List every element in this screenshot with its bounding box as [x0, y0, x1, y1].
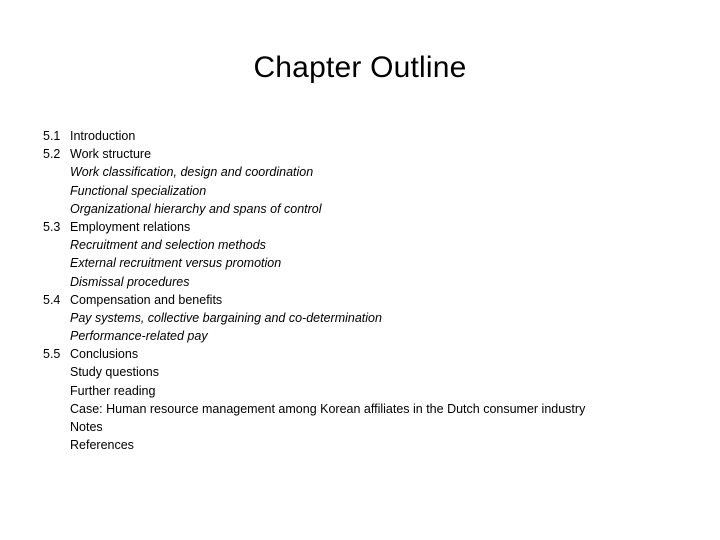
section-title: Work structure	[70, 147, 152, 162]
outline-item	[43, 145, 703, 163]
section-title: Further reading	[70, 383, 156, 398]
outline-subitem	[43, 309, 703, 327]
section-number: 5.5	[43, 347, 61, 362]
section-number: 5.4	[43, 292, 61, 307]
outline-item	[43, 382, 703, 400]
section-title: Study questions	[70, 365, 159, 380]
section-number: 5.2	[43, 147, 61, 162]
section-title: Compensation and benefits	[70, 292, 223, 307]
outline-subitem	[43, 273, 703, 291]
outline-subitem	[43, 327, 703, 345]
subsection-title: Recruitment and selection methods	[70, 238, 266, 253]
outline-item	[43, 127, 703, 145]
section-title: Conclusions	[70, 347, 139, 362]
subsection-title: Work classification, design and coordination	[70, 165, 314, 180]
outline-item	[43, 418, 703, 436]
section-number: 5.3	[43, 219, 61, 234]
section-title: Employment relations	[70, 219, 191, 234]
section-number: 5.1	[43, 129, 61, 143]
section-title: Notes	[70, 420, 103, 434]
subsection-title: Functional specialization	[70, 183, 207, 198]
subsection-title: Performance-related pay	[70, 329, 208, 344]
outline-item	[43, 345, 703, 363]
subsection-title: Pay systems, collective bargaining and co-determination	[70, 310, 382, 325]
subsection-title: Organizational hierarchy and spans of control	[70, 201, 322, 216]
outline-item	[43, 363, 703, 381]
chapter-outline-list	[43, 127, 703, 454]
page-title: Chapter Outline	[253, 51, 467, 84]
section-title: Case: Human resource management among Korean affiliates in the Dutch consumer industry	[70, 401, 586, 416]
outline-subitem	[43, 254, 703, 272]
outline-item	[43, 400, 703, 418]
section-title: References	[70, 438, 134, 453]
outline-subitem	[43, 200, 703, 218]
outline-item	[43, 218, 703, 236]
outline-subitem	[43, 236, 703, 254]
outline-item	[43, 291, 703, 309]
outline-subitem	[43, 182, 703, 200]
outline-subitem	[43, 163, 703, 181]
subsection-title: Dismissal procedures	[70, 274, 190, 289]
subsection-title: External recruitment versus promotion	[70, 256, 282, 271]
outline-item	[43, 436, 703, 454]
section-title: Introduction	[70, 129, 136, 143]
